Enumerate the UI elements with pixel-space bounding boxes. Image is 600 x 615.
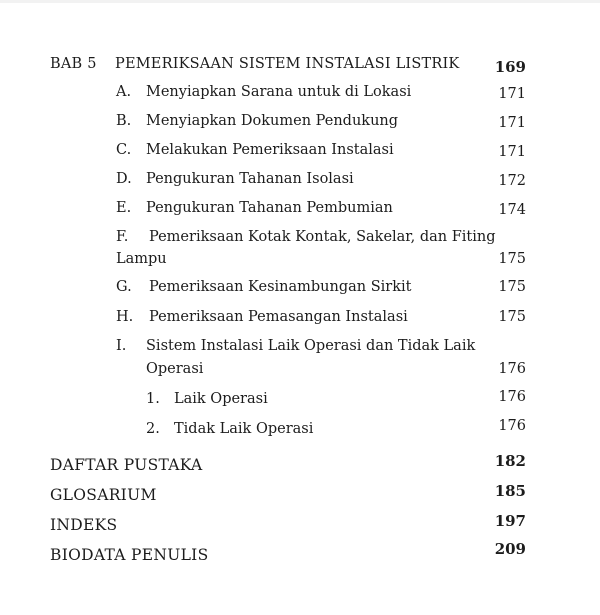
toc-letter: B. (116, 113, 132, 129)
toc-entry: Pemeriksaan Kotak Kontak, Sakelar, dan Fiting (149, 229, 496, 245)
toc-letter: I. (116, 338, 127, 354)
toc-letter: F. (116, 229, 129, 245)
toc-letter: C. (116, 142, 132, 158)
chapter-label: BAB 5 (50, 56, 97, 72)
toc-subitem-number: 1. (146, 391, 160, 407)
back-matter-page: 185 (494, 482, 526, 500)
toc-entry: Pemeriksaan Pemasangan Instalasi (149, 309, 408, 325)
toc-entry: Sistem Instalasi Laik Operasi dan Tidak Laik (146, 338, 476, 354)
chapter-title: PEMERIKSAAN SISTEM INSTALASI LISTRIK (115, 56, 460, 72)
toc-entry: Menyiapkan Dokumen Pendukung (146, 113, 399, 129)
toc-page-number: 171 (498, 115, 526, 131)
back-matter-title: DAFTAR PUSTAKA (50, 456, 203, 474)
back-matter-page: 197 (494, 512, 526, 530)
toc-entry: Pengukuran Tahanan Pembumian (146, 200, 393, 216)
toc-subentry: Tidak Laik Operasi (174, 421, 314, 437)
toc-page-number: 174 (498, 202, 526, 218)
toc-letter: D. (116, 171, 132, 187)
toc-entry: Menyiapkan Sarana untuk di Lokasi (146, 84, 412, 100)
toc-page-number: 176 (498, 389, 526, 405)
toc-entry-continuation: Operasi (146, 361, 204, 377)
toc-letter: A. (116, 84, 132, 100)
back-matter-page: 209 (494, 540, 526, 558)
back-matter-title: GLOSARIUM (50, 486, 157, 504)
toc-page-number: 175 (498, 309, 526, 325)
toc-entry: Melakukan Pemeriksaan Instalasi (146, 142, 394, 158)
toc-subitem-number: 2. (146, 421, 160, 437)
toc-letter: E. (116, 200, 132, 216)
back-matter-title: INDEKS (50, 516, 118, 534)
toc-entry: Pemeriksaan Kesinambungan Sirkit (149, 279, 412, 295)
back-matter-page: 182 (494, 452, 526, 470)
toc-subentry: Laik Operasi (174, 391, 268, 407)
toc-page-number: 171 (498, 86, 526, 102)
top-edge (0, 0, 600, 3)
toc-page-number: 175 (498, 251, 526, 267)
toc-page-number: 172 (498, 173, 526, 189)
chapter-page: 169 (494, 58, 526, 76)
toc-page-number: 175 (498, 279, 526, 295)
toc-entry: Pengukuran Tahanan Isolasi (146, 171, 354, 187)
toc-letter: G. (116, 279, 132, 295)
toc-letter: H. (116, 309, 134, 325)
back-matter-title: BIODATA PENULIS (50, 546, 209, 564)
toc-page-number: 171 (498, 144, 526, 160)
toc-page-number: 176 (498, 418, 526, 434)
toc-page-number: 176 (498, 361, 526, 377)
toc-entry-continuation: Lampu (116, 251, 167, 267)
